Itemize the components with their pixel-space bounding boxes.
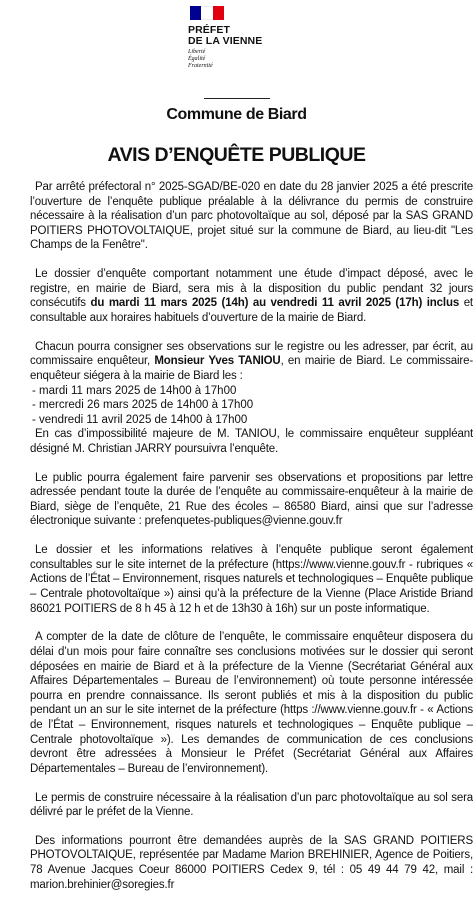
permanences-block <box>30 340 473 457</box>
prefet-label: PRÉFET <box>188 24 231 36</box>
paragraph-dossier-text-b: et consultable aux horaires habituels d’ouverture de la mairie de Biard. <box>30 297 473 324</box>
paragraph-observations <box>30 340 473 384</box>
motto <box>188 49 308 70</box>
notice-title: AVIS D’ENQUÊTE PUBLIQUE <box>107 144 366 166</box>
permanence-item: - vendredi 11 avril 2025 de 14h00 à 17h00 <box>30 413 473 428</box>
prefecture-header <box>188 6 308 70</box>
permanence-item: - mardi 11 mars 2025 de 14h00 à 17h00 <box>30 384 473 399</box>
notice-body <box>30 180 473 906</box>
paragraph-website: Le dossier et les informations relatives à l’enquête publique seront également consultables sur le site internet de la préfecture (https://www.vienne.gouv.fr - rubriques « Actions de l’État – Environnement, risques naturels et technologiques – Enquête publique – Centrale photovoltaïque ») ainsi qu’à la préfecture de la Vienne (Place Aristide Briand 86021 POITIERS de 8 h 45 à 12 h et de 13h30 à 16h) sur un poste informatique. <box>30 544 473 615</box>
divider <box>204 98 270 99</box>
paragraph-dossier-text-a: Le dossier d’enquête comportant notamment une étude d’impact déposé, avec le registre, en mairie de Biard, sera mis à la disposition du public pendant 32 jours consécutifs <box>30 268 473 310</box>
paragraph-arrete: Par arrêté préfectoral n° 2025-SGAD/BE-020 en date du 28 janvier 2025 a été prescrite l’ouverture de l’enquête publique préalable à la délivrance du permis de construire nécessaire à la réalisation d’un parc photovoltaïque au sol, déposé par la SAS GRAND POITIERS PHOTOVOLTAIQUE, projet situé sur la commune de Biard, au lieu-dit "Les Champs de la Fenêtre". <box>30 181 473 252</box>
flag-blue-band <box>190 6 201 20</box>
motto-egalite: Égalité <box>188 56 206 62</box>
paragraph-conclusions: A compter de la date de clôture de l’enquête, le commissaire enquêteur disposera du délai d’un mois pour faire connaître ses conclusions motivées sur le dossier qui seront déposées en mairie de Biard et à la préfecture de la Vienne (Secrétariat Général aux Affaires Départementales – Bureau de l’environnement) où toute personne intéressée pourra en prendre connaissance. Ils seront publiés et mis à la disposition du public pendant un an sur le site internet de la préfecture (https ://www.vienne.gouv.fr - « Actions de l’État – Environnement, risques naturels et technologiques – Enquête publique – Centrale photovoltaïque »). Les demandes de communication de ces conclusions devront être adressées à Monsieur le Préfet (Secrétariat Général aux Affaires Départementales – Bureau de l’environnement). <box>30 631 473 775</box>
commune-title: Commune de Biard <box>166 106 307 123</box>
enquiry-period: du mardi 11 mars 2025 (14h) au vendredi 11 avril 2025 (17h) inclus <box>90 297 460 310</box>
motto-fraternite: Fraternité <box>188 63 213 69</box>
paragraph-permit: Le permis de construire nécessaire à la réalisation d’un parc photovoltaïque au sol sera délivré par le préfet de la Vienne. <box>30 791 473 819</box>
republic-flag-logo <box>190 6 224 20</box>
paragraph-contact: Des informations pourront être demandées auprès de la SAS GRAND POITIERS PHOTOVOLTAIQUE, représentée par Madame Marion BREHINIER, Agence de Poitiers, 78 Avenue Jacques Coeur 86000 POITIERS Cedex 9, tél : 05 49 44 79 42, mail : marion.brehinier@soregies.fr <box>30 834 473 891</box>
paragraph-dossier <box>30 267 473 325</box>
commissioner-name: Monsieur Yves TANIOU <box>154 355 281 368</box>
motto-liberte: Liberté <box>188 49 206 55</box>
flag-white-band <box>201 6 212 20</box>
department-label: DE LA VIENNE <box>188 35 263 47</box>
paragraph-observations-text-b: , en mairie de Biard. Le commissaire-enquêteur siégera à la mairie de Biard les : <box>30 355 473 382</box>
paragraph-substitute: En cas d’impossibilité majeure de M. TANIOU, le commissaire enquêteur suppléant désigné M. Christian JARRY poursuivra l’enquête. <box>30 428 473 455</box>
paragraph-letters: Le public pourra également faire parvenir ses observations et propositions par lettre adressée pendant toute la durée de l’enquête au commissaire-enquêteur à la mairie de Biard, siège de l’enquête, 21 Rue des écoles – 86580 Biard, ainsi que sur l’adresse électronique suivante : prefenquetes-publiques@vienne.gouv.fr <box>30 471 473 528</box>
flag-red-band <box>213 6 224 20</box>
permanence-item: - mercredi 26 mars 2025 de 14h00 à 17h00 <box>30 398 473 413</box>
paragraph-observations-text-a: Chacun pourra consigner ses observations sur le registre ou les adresser, par écrit, au commissaire enquêteur, <box>30 340 473 368</box>
